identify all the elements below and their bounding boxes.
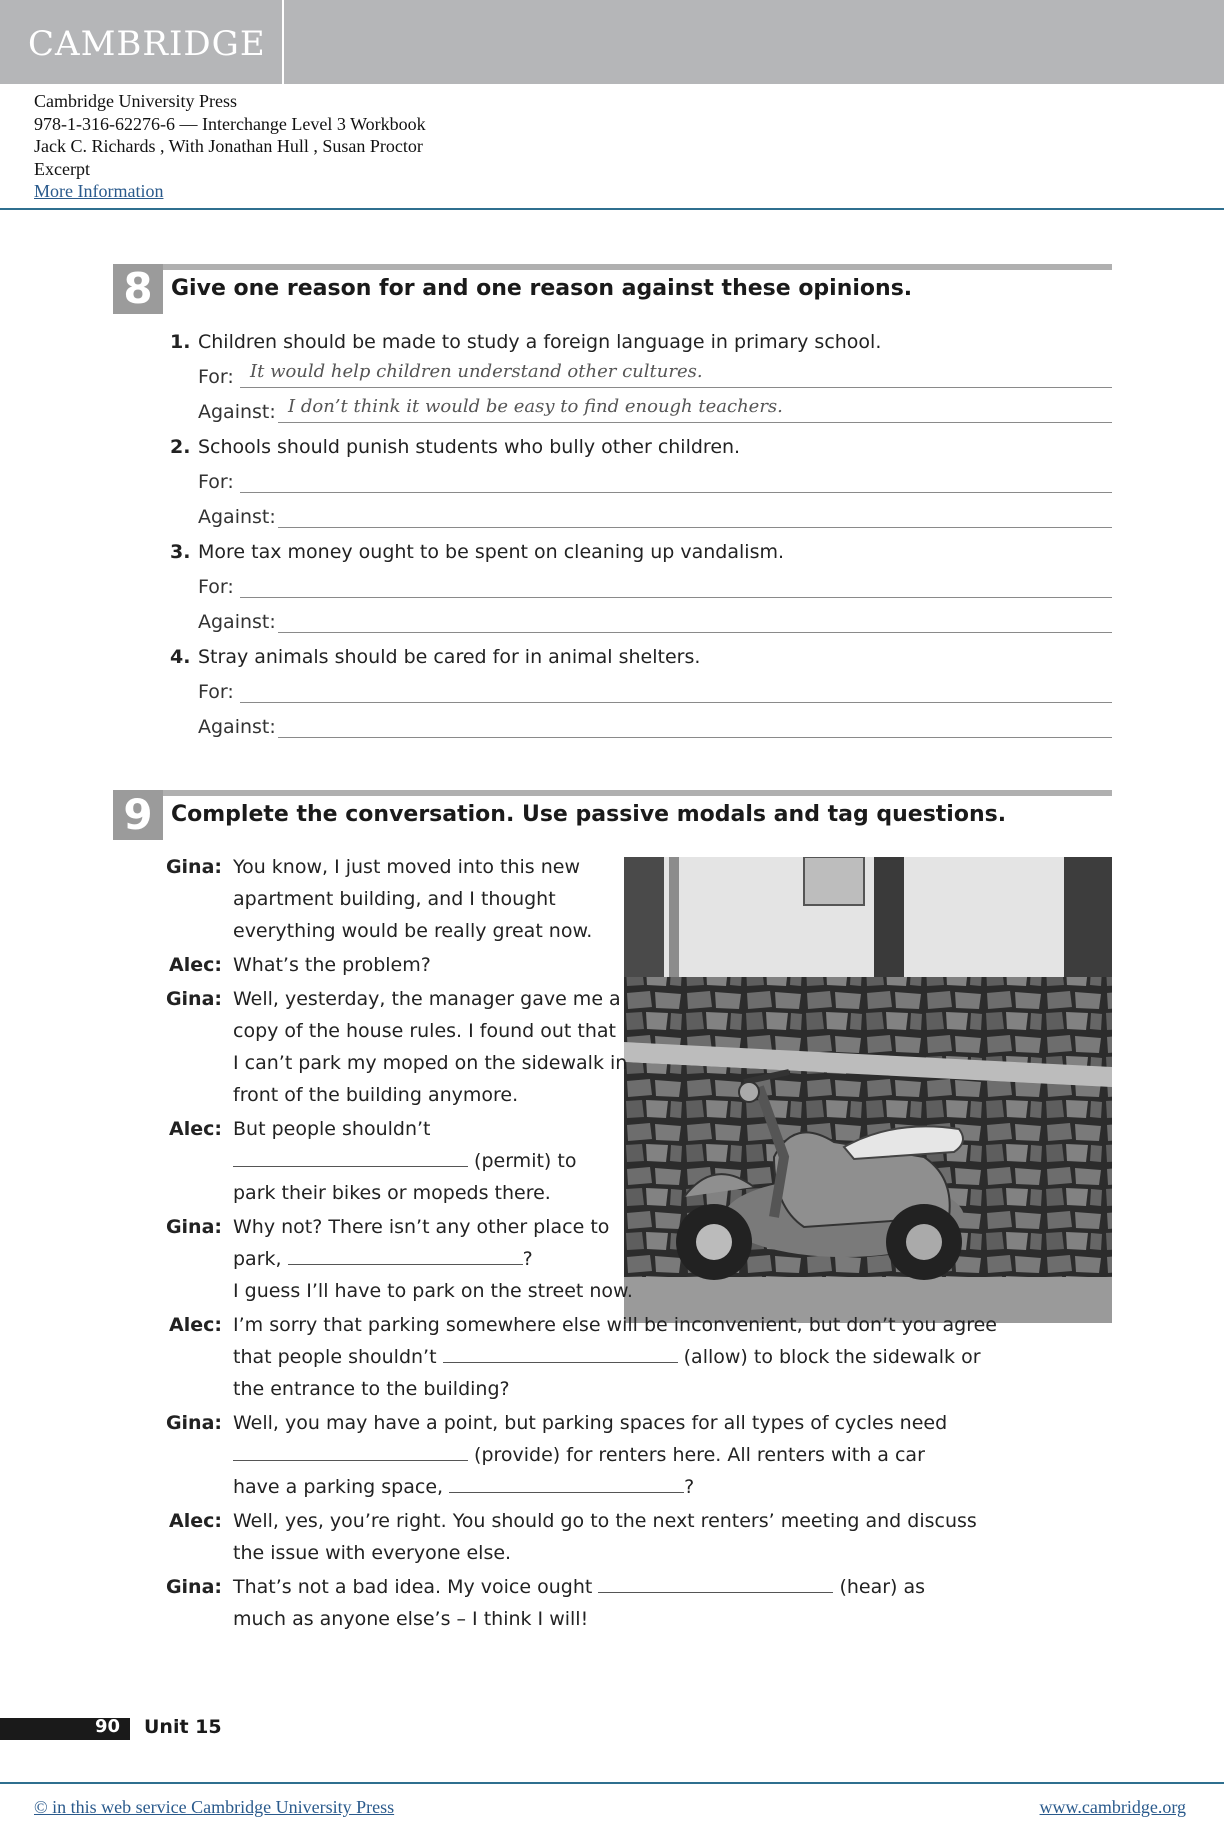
conversation-turn bbox=[160, 983, 997, 1111]
line: copy of the house rules. I found out that bbox=[233, 1020, 617, 1042]
line: Why not? There isn’t any other place to bbox=[233, 1216, 610, 1238]
header-rule bbox=[0, 208, 1224, 210]
section-8-header bbox=[113, 264, 1112, 314]
for-label: For: bbox=[198, 576, 234, 598]
conversation-turn bbox=[160, 1571, 997, 1635]
speaker-label: Alec: bbox=[169, 1510, 222, 1532]
publisher: Cambridge University Press bbox=[34, 91, 237, 111]
excerpt-label: Excerpt bbox=[34, 158, 90, 179]
question-row bbox=[170, 640, 1112, 675]
isbn-title: 978-1-316-62276-6 — Interchange Level 3 Workbook bbox=[34, 113, 426, 134]
line: I guess I’ll have to park on the street now. bbox=[233, 1280, 633, 1302]
conversation-turn bbox=[160, 1211, 997, 1307]
line-text: that people shouldn’t bbox=[233, 1346, 437, 1368]
line: I’m sorry that parking somewhere else will be inconvenient, but don’t you agree bbox=[233, 1314, 997, 1336]
question-number: 2. bbox=[170, 436, 191, 458]
utterance bbox=[233, 1211, 997, 1307]
line bbox=[233, 1571, 997, 1603]
line: Well, you may have a point, but parking spaces for all types of cycles need bbox=[233, 1412, 948, 1434]
conversation-turn bbox=[160, 1113, 997, 1209]
line bbox=[233, 1145, 997, 1177]
line: front of the building anymore. bbox=[233, 1084, 519, 1106]
speaker-label: Gina: bbox=[165, 856, 222, 878]
for-answer-line[interactable] bbox=[240, 575, 1112, 598]
line: everything would be really great now. bbox=[233, 920, 593, 942]
verb-hint: (provide) for renters here. All renters with a car bbox=[474, 1444, 925, 1466]
against-row bbox=[170, 500, 1112, 535]
conversation bbox=[160, 851, 997, 1635]
against-answer-line[interactable] bbox=[278, 396, 1112, 423]
for-answer-line[interactable] bbox=[240, 470, 1112, 493]
section-9-header bbox=[113, 790, 1112, 840]
utterance bbox=[233, 983, 997, 1111]
answer-blank[interactable] bbox=[598, 1574, 833, 1593]
for-answer-text: It would help children understand other cultures. bbox=[250, 361, 703, 382]
against-row bbox=[170, 710, 1112, 745]
against-answer-line[interactable] bbox=[278, 610, 1112, 633]
line bbox=[233, 1341, 997, 1373]
utterance bbox=[233, 1113, 997, 1209]
against-label: Against: bbox=[198, 401, 276, 423]
answer-blank[interactable] bbox=[233, 1442, 468, 1461]
line: Well, yesterday, the manager gave me a bbox=[233, 988, 621, 1010]
speaker-label: Gina: bbox=[165, 988, 222, 1010]
question-text: More tax money ought to be spent on cleaning up vandalism. bbox=[198, 541, 785, 563]
question-mark: ? bbox=[684, 1476, 695, 1498]
section-bar bbox=[163, 264, 1112, 270]
speaker-label: Alec: bbox=[169, 1118, 222, 1140]
against-label: Against: bbox=[198, 611, 276, 633]
question-mark: ? bbox=[522, 1248, 533, 1270]
header-divider bbox=[282, 0, 284, 84]
section-bar bbox=[163, 790, 1112, 796]
book-metadata bbox=[34, 90, 426, 203]
line: much as anyone else’s – I think I will! bbox=[233, 1608, 589, 1630]
line-text: have a parking space, bbox=[233, 1476, 444, 1498]
line: the entrance to the building? bbox=[233, 1378, 510, 1400]
utterance bbox=[233, 1505, 997, 1569]
verb-hint: (hear) as bbox=[839, 1576, 926, 1598]
conversation-turn bbox=[160, 949, 997, 981]
line bbox=[233, 1471, 997, 1503]
answer-blank[interactable] bbox=[449, 1474, 684, 1493]
section-title: Complete the conversation. Use passive modals and tag questions. bbox=[171, 802, 1007, 827]
conversation-turn bbox=[160, 851, 997, 947]
section-title: Give one reason for and one reason against these opinions. bbox=[171, 276, 913, 301]
line: park their bikes or mopeds there. bbox=[233, 1182, 551, 1204]
line-text: park, bbox=[233, 1248, 282, 1270]
against-row bbox=[170, 605, 1112, 640]
line-text: That’s not a bad idea. My voice ought bbox=[233, 1576, 593, 1598]
header-band bbox=[0, 0, 1224, 84]
question-text: Children should be made to study a foreign language in primary school. bbox=[198, 331, 882, 353]
page-number: 90 bbox=[95, 1716, 121, 1737]
speaker-label: Gina: bbox=[165, 1412, 222, 1434]
line: I can’t park my moped on the sidewalk in bbox=[233, 1052, 628, 1074]
conversation-turn bbox=[160, 1407, 997, 1503]
against-answer-text: I don’t think it would be easy to find enough teachers. bbox=[288, 396, 783, 417]
against-label: Against: bbox=[198, 716, 276, 738]
question-row bbox=[170, 535, 1112, 570]
utterance bbox=[233, 949, 997, 981]
question-number: 3. bbox=[170, 541, 191, 563]
line: apartment building, and I thought bbox=[233, 888, 556, 910]
against-answer-line[interactable] bbox=[278, 505, 1112, 528]
conversation-turn bbox=[160, 1309, 997, 1405]
speaker-label: Alec: bbox=[169, 954, 222, 976]
website-link[interactable]: www.cambridge.org bbox=[1039, 1797, 1186, 1817]
conversation-turn bbox=[160, 1505, 997, 1569]
for-label: For: bbox=[198, 681, 234, 703]
for-answer-line[interactable] bbox=[240, 680, 1112, 703]
speaker-label: Gina: bbox=[165, 1576, 222, 1598]
question-row bbox=[170, 430, 1112, 465]
cambridge-logo: CAMBRIDGE bbox=[28, 24, 266, 64]
line: You know, I just moved into this new bbox=[233, 856, 581, 878]
for-row bbox=[170, 465, 1112, 500]
line: What’s the problem? bbox=[233, 954, 431, 976]
verb-hint: (allow) to block the sidewalk or bbox=[683, 1346, 981, 1368]
section-number: 9 bbox=[113, 790, 163, 840]
unit-label: Unit 15 bbox=[144, 1716, 222, 1738]
for-label: For: bbox=[198, 471, 234, 493]
against-row bbox=[170, 395, 1112, 430]
line: But people shouldn’t bbox=[233, 1118, 431, 1140]
line: the issue with everyone else. bbox=[233, 1542, 512, 1564]
answer-blank[interactable] bbox=[288, 1246, 523, 1265]
answer-blank[interactable] bbox=[233, 1148, 468, 1167]
speaker-label: Alec: bbox=[169, 1314, 222, 1336]
question-text: Schools should punish students who bully other children. bbox=[198, 436, 741, 458]
utterance bbox=[233, 1309, 997, 1405]
speaker-label: Gina: bbox=[165, 1216, 222, 1238]
section-8-exercise bbox=[170, 325, 1112, 745]
utterance bbox=[233, 851, 997, 947]
for-row bbox=[170, 570, 1112, 605]
utterance bbox=[233, 1571, 997, 1635]
answer-blank[interactable] bbox=[443, 1344, 678, 1363]
question-number: 4. bbox=[170, 646, 191, 668]
question-number: 1. bbox=[170, 331, 191, 353]
line bbox=[233, 1243, 997, 1275]
for-label: For: bbox=[198, 366, 234, 388]
line bbox=[233, 1439, 997, 1471]
question-text: Stray animals should be cared for in animal shelters. bbox=[198, 646, 701, 668]
for-answer-line[interactable] bbox=[240, 361, 1112, 388]
copyright-link[interactable]: © in this web service Cambridge University Press bbox=[34, 1797, 395, 1817]
section-number: 8 bbox=[113, 264, 163, 314]
footer-rule bbox=[0, 1782, 1224, 1784]
more-information-link[interactable]: More Information bbox=[34, 181, 164, 201]
utterance bbox=[233, 1407, 997, 1503]
line: Well, yes, you’re right. You should go to the next renters’ meeting and discuss bbox=[233, 1510, 977, 1532]
against-answer-line[interactable] bbox=[278, 715, 1112, 738]
verb-hint: (permit) to bbox=[474, 1150, 577, 1172]
against-label: Against: bbox=[198, 506, 276, 528]
authors: Jack C. Richards , With Jonathan Hull , Susan Proctor bbox=[34, 136, 423, 156]
for-row bbox=[170, 675, 1112, 710]
